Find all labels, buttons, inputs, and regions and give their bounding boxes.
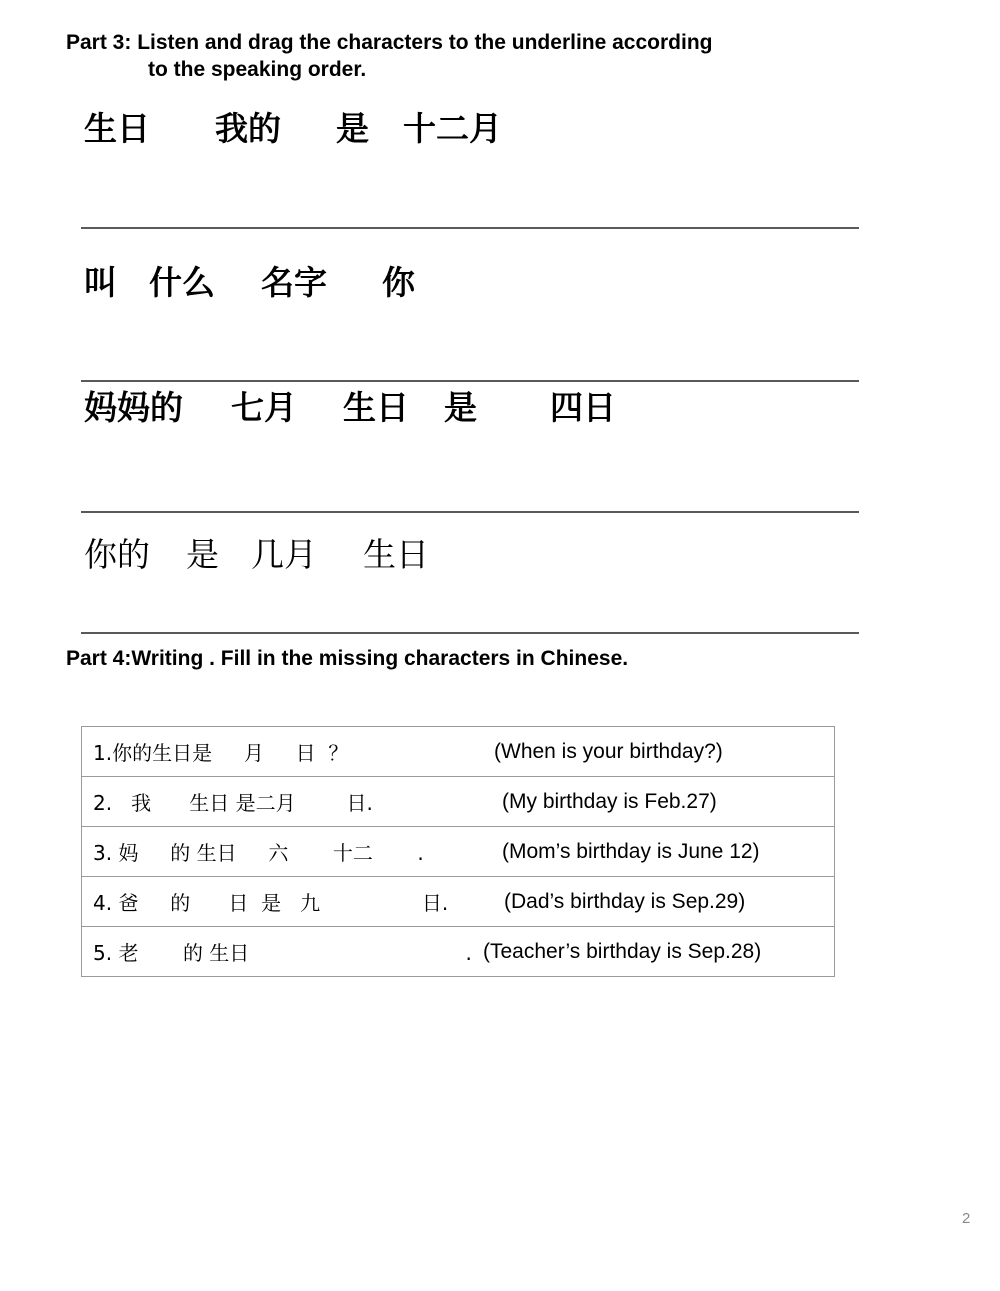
en-translation: (Mom’s birthday is June 12) — [502, 839, 760, 863]
answer-underline-4[interactable] — [81, 632, 859, 634]
writing-cell[interactable] — [82, 777, 835, 827]
drag-chip[interactable]: 是 — [336, 109, 369, 148]
drag-chip[interactable]: 你的 — [84, 535, 150, 574]
drag-chip[interactable]: 生日 — [343, 388, 409, 427]
drag-chip[interactable]: 名字 — [261, 263, 327, 302]
drag-chip[interactable]: 几月 — [251, 535, 317, 574]
writing-cell[interactable] — [82, 727, 835, 777]
en-translation: (My birthday is Feb.27) — [502, 789, 717, 813]
drag-chip[interactable]: 妈妈的 — [84, 388, 183, 427]
drag-chip[interactable]: 是 — [186, 535, 219, 574]
drag-chip[interactable]: 七月 — [231, 388, 297, 427]
drag-chip[interactable]: 我的 — [215, 109, 281, 148]
en-translation: (When is your birthday?) — [494, 739, 723, 763]
drag-chip[interactable]: 什么 — [149, 263, 215, 302]
drag-chip[interactable]: 生日 — [363, 535, 429, 574]
writing-cell[interactable] — [82, 877, 835, 927]
answer-underline-3[interactable] — [81, 511, 859, 513]
table-row — [82, 777, 835, 827]
table-row — [82, 877, 835, 927]
cn-sentence: 5. 老 的 生日 . — [93, 941, 472, 965]
writing-cell[interactable] — [82, 827, 835, 877]
drag-chip[interactable]: 十二月 — [403, 109, 502, 148]
cn-sentence: 2. 我 生日 是二月 日. — [93, 791, 373, 815]
writing-table — [81, 726, 835, 977]
page-number: 2 — [962, 1210, 971, 1227]
answer-underline-1[interactable] — [81, 227, 859, 229]
writing-cell[interactable] — [82, 927, 835, 977]
part3-heading-line2: to the speaking order. — [148, 58, 367, 81]
en-translation: (Dad’s birthday is Sep.29) — [504, 889, 746, 913]
part3-heading-line1: Part 3: Listen and drag the characters to the underline according — [66, 31, 713, 54]
table-row — [82, 727, 835, 777]
drag-chip[interactable]: 叫 — [84, 263, 117, 302]
drag-chip[interactable]: 你 — [382, 263, 415, 302]
en-translation: (Teacher’s birthday is Sep.28) — [483, 939, 762, 963]
part4-heading: Part 4:Writing . Fill in the missing characters in Chinese. — [66, 647, 629, 670]
drag-chip[interactable]: 是 — [444, 388, 477, 427]
part3-heading — [66, 29, 712, 83]
table-row — [82, 927, 835, 977]
answer-underline-2[interactable] — [81, 380, 859, 382]
cn-sentence: 3. 妈 的 生日 六 十二 . — [93, 841, 424, 865]
table-row — [82, 827, 835, 877]
drag-chip[interactable]: 四日 — [550, 388, 616, 427]
cn-sentence: 4. 爸 的 日 是 九 日. — [93, 891, 449, 915]
drag-chip[interactable]: 生日 — [84, 109, 150, 148]
cn-sentence: 1.你的生日是 月 日 ？ — [93, 741, 349, 765]
